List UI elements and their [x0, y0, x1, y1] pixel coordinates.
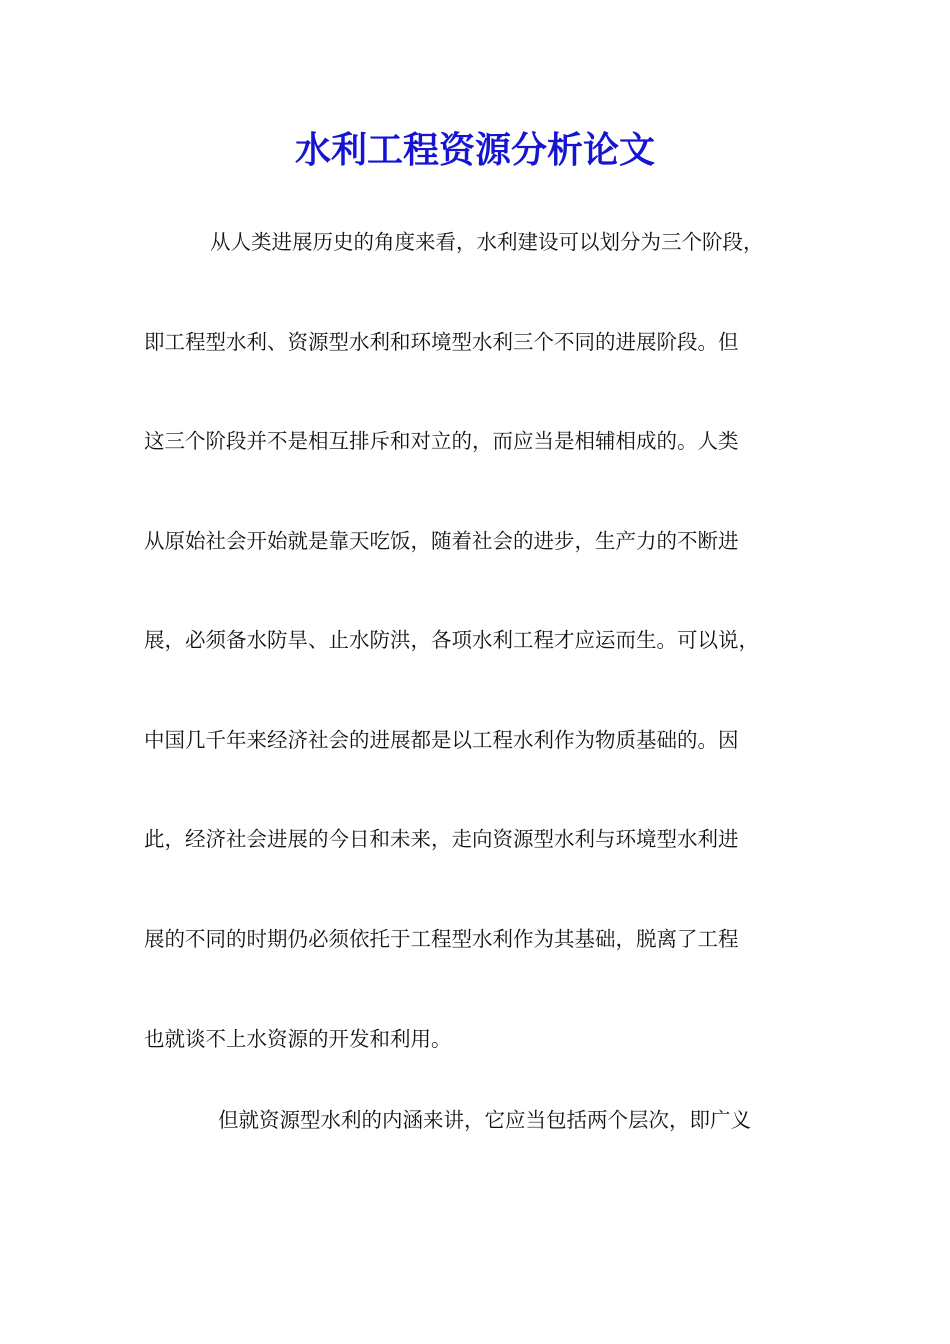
paragraph-line: 这三个阶段并不是相互排斥和对立的，而应当是相辅相成的。人类 [144, 429, 739, 453]
paragraph-line: 从人类进展历史的角度来看，水利建设可以划分为三个阶段， [210, 230, 764, 254]
paragraph-line: 展，必须备水防旱、止水防洪，各项水利工程才应运而生。可以说， [144, 628, 759, 652]
paragraph-line: 展的不同的时期仍必须依托于工程型水利作为其基础，脱离了工程 [144, 927, 739, 951]
paragraph-line: 但就资源型水利的内涵来讲，它应当包括两个层次，即广义 [218, 1108, 751, 1132]
document-title: 水利工程资源分析论文 [294, 129, 655, 171]
paragraph-line: 即工程型水利、资源型水利和环境型水利三个不同的进展阶段。但 [144, 330, 739, 354]
paragraph-line: 也就谈不上水资源的开发和利用。 [144, 1027, 452, 1051]
paragraph-line: 中国几千年来经济社会的进展都是以工程水利作为物质基础的。因 [144, 728, 739, 752]
paragraph-line: 此，经济社会进展的今日和未来，走向资源型水利与环境型水利进 [144, 827, 739, 851]
paragraph-line: 从原始社会开始就是靠天吃饭，随着社会的进步，生产力的不断进 [144, 529, 739, 553]
